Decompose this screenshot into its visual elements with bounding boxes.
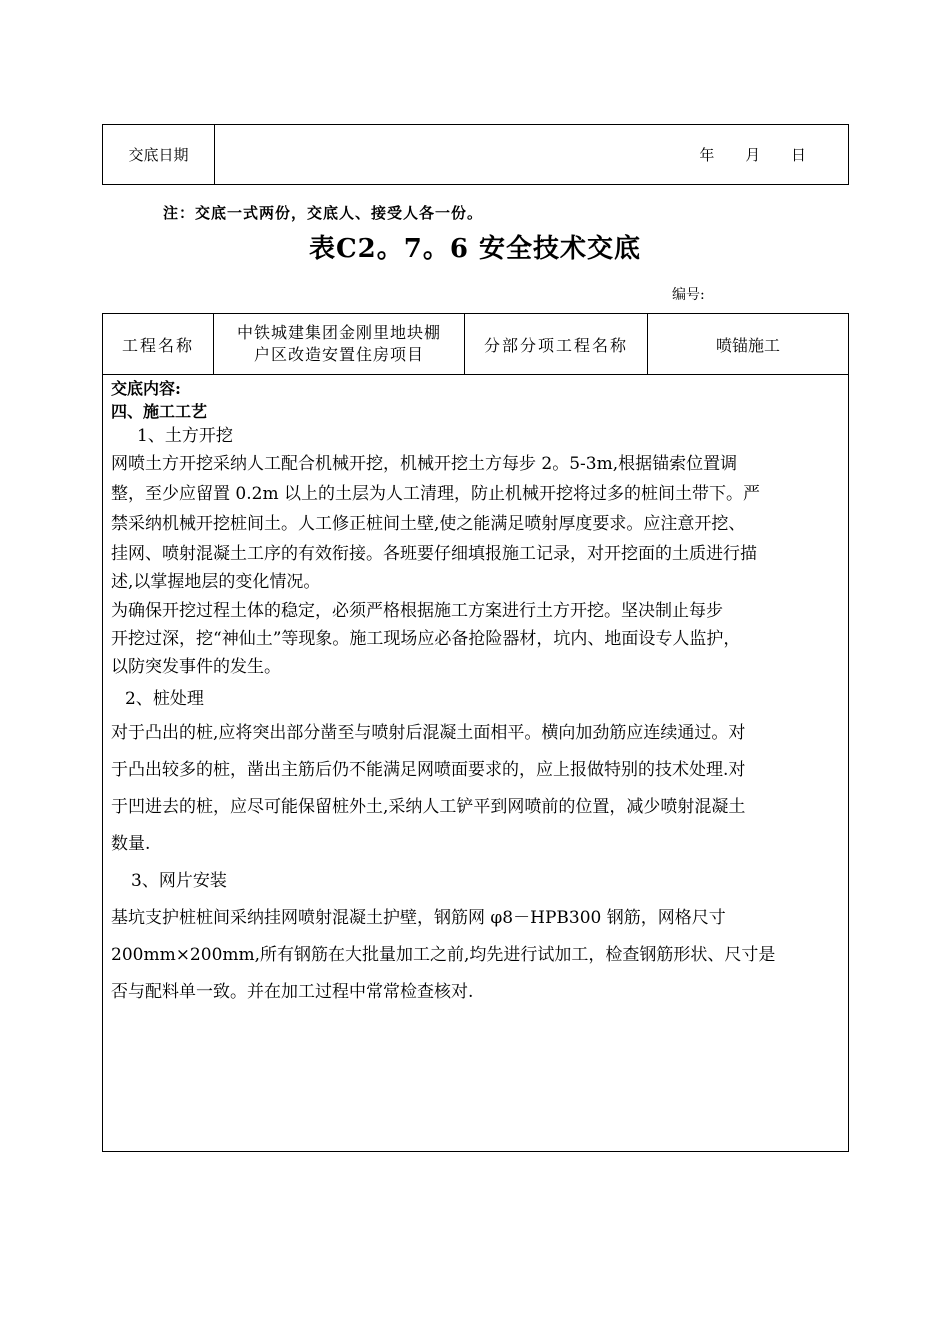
p3-line-3: 于凹进去的桩，应尽可能保留桩外土,采纳人工铲平到网喷前的位置，减少喷射混凝土	[111, 797, 746, 817]
project-name-label: 工程名称	[103, 314, 214, 375]
number-label: 编号:	[672, 287, 705, 303]
subsection-1-title: 1、土方开挖	[137, 426, 233, 446]
note-text: 注：交底一式两份，交底人、接受人各一份。	[163, 204, 484, 222]
p4-line-2: 200mm×200mm,所有钢筋在大批量加工之前,均先进行试加工，检查钢筋形状、尺寸是	[111, 945, 776, 965]
date-label: 交底日期	[103, 125, 215, 185]
p2-line-2: 开挖过深，挖“神仙土”等现象。施工现场应必备抢险器材，坑内、地面设专人监护，	[111, 629, 741, 649]
content-heading: 交底内容:	[111, 379, 181, 398]
p2-line-1: 为确保开挖过程土体的稳定，必须严格根据施工方案进行土方开挖。坚决制止每步	[111, 601, 723, 621]
subsection-2-title: 2、桩处理	[125, 689, 204, 709]
p4-line-3: 否与配料单一致。并在加工过程中常常检查核对.	[111, 982, 474, 1002]
p1-line-4: 挂网、喷射混凝土工序的有效衔接。各班要仔细填报施工记录，对开挖面的土质进行描	[111, 544, 757, 564]
p1-line-2: 整，至少应留置 0.2m 以上的土层为人工清理，防止机械开挖将过多的桩间土带下。严	[111, 484, 760, 504]
project-name-line1: 中铁城建集团金刚里地块棚	[236, 323, 441, 342]
p3-line-2: 于凸出较多的桩，凿出主筋后仍不能满足网喷面要求的，应上报做特别的技术处理.对	[111, 760, 746, 780]
date-table	[102, 124, 849, 185]
project-name-cell	[214, 314, 465, 375]
date-value	[215, 125, 849, 185]
p4-line-1: 基坑支护桩桩间采纳挂网喷射混凝土护壁，钢筋网 φ8－HPB300 钢筋，网格尺寸	[111, 908, 726, 928]
p2-line-3: 以防突发事件的发生。	[111, 657, 281, 677]
subsection-3-title: 3、网片安装	[131, 871, 227, 891]
page-title: 表C2。7。6 安全技术交底	[308, 234, 642, 264]
p1-line-1: 网喷土方开挖采纳人工配合机械开挖，机械开挖土方每步 2。5-3m,根据锚索位置调	[111, 454, 738, 474]
day-label: 日	[790, 146, 806, 164]
section-heading: 四、施工工艺	[111, 402, 208, 421]
project-info-table	[102, 313, 849, 375]
month-label: 月	[745, 146, 761, 164]
project-name-line2: 户区改造安置住房项目	[253, 345, 424, 364]
p3-line-1: 对于凸出的桩,应将突出部分凿至与喷射后混凝土面相平。横向加劲筋应连续通过。对	[111, 723, 746, 743]
p1-line-3: 禁采纳机械开挖桩间土。人工修正桩间土壁,使之能满足喷射厚度要求。应注意开挖、	[111, 514, 746, 534]
p3-line-4: 数量.	[111, 834, 151, 854]
sub-project-value: 喷锚施工	[648, 314, 849, 375]
year-label: 年	[699, 146, 715, 164]
sub-project-label: 分部分项工程名称	[465, 314, 648, 375]
content-box	[102, 374, 849, 1152]
p1-line-5: 述,以掌握地层的变化情况。	[111, 572, 321, 592]
